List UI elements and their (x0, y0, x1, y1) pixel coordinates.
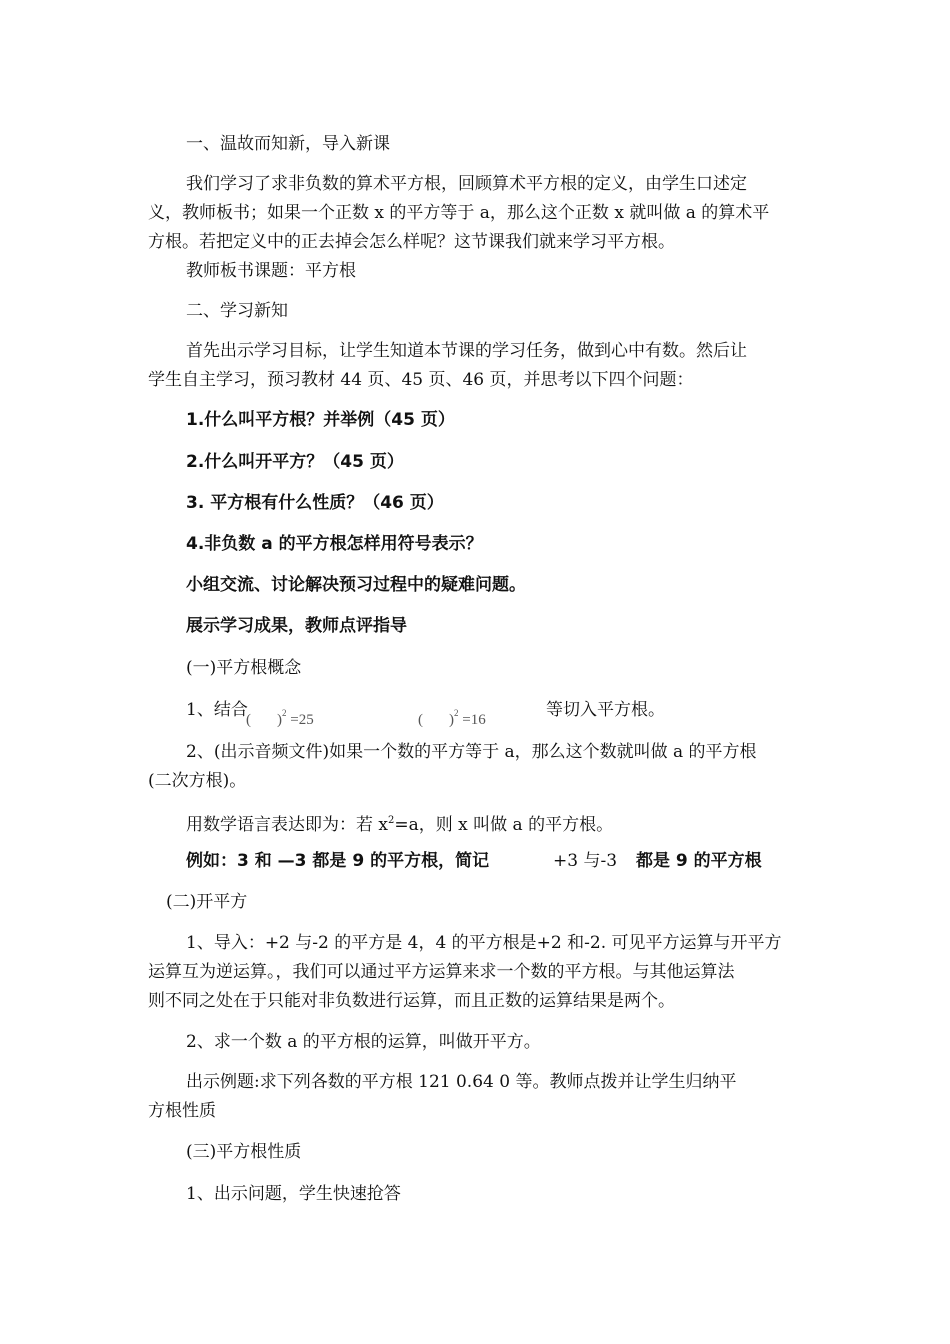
formula-square-16 (418, 703, 486, 730)
formula-result: =25 (290, 712, 314, 728)
question-item: 2.什么叫开平方？（45 页） (186, 452, 404, 472)
formula-paren-close: ) (277, 712, 282, 728)
show-results-line: 展示学习成果，教师点评指导 (186, 616, 407, 636)
group-discussion-line: 小组交流、讨论解决预习过程中的疑难问题。 (186, 575, 526, 595)
paragraph-line: 方根性质 (148, 1101, 216, 1121)
section-title-2: 二、学习新知 (186, 301, 288, 321)
paragraph-line: 2、(出示音频文件)如果一个数的平方等于 a，那么这个数就叫做 a 的平方根 (186, 742, 757, 762)
paragraph-line: 1、导入：+2 与-2 的平方是 4，4 的平方根是+2 和-2. 可见平方运算与开平方 (186, 933, 782, 953)
formula-square-25 (246, 703, 314, 730)
formula-paren-close: ) (449, 712, 454, 728)
question-item: 3. 平方根有什么性质？（46 页） (186, 493, 444, 513)
formula-paren-open: ( (418, 712, 423, 728)
paragraph-line: 则不同之处在于只能对非负数进行运算，而且正数的运算结果是两个。 (148, 991, 675, 1011)
math-expression-pre: 用数学语言表达即为：若 x (186, 815, 388, 835)
formula-result: =16 (462, 712, 486, 728)
paragraph-line: 学生自主学习，预习教材 44 页、45 页、46 页，并思考以下四个问题： (148, 370, 694, 390)
paragraph-line: 运算互为逆运算。，我们可以通过平方运算来求一个数的平方根。与其他运算法 (148, 962, 735, 982)
paragraph-line: 我们学习了求非负数的算术平方根，回顾算术平方根的定义，由学生口述定 (186, 174, 747, 194)
paragraph-line: 出示例题:求下列各数的平方根 121 0.64 0 等。教师点拨并让学生归纳平 (186, 1072, 737, 1092)
example-text-a: 例如：3 和 —3 都是 9 的平方根，简记 (186, 851, 490, 871)
section-title-1: 一、温故而知新，导入新课 (186, 134, 390, 154)
subsection-title-3: (三)平方根性质 (186, 1142, 302, 1162)
subsection-title-2: (二)开平方 (166, 892, 248, 912)
example-text-c: 都是 9 的平方根 (636, 851, 762, 871)
math-expression-post: =a，则 x 叫做 a 的平方根。 (394, 815, 614, 835)
item1-suffix: 等切入平方根。 (546, 700, 665, 720)
paragraph-line: 义，教师板书；如果一个正数 x 的平方等于 a，那么这个正数 x 就叫做 a 的算术平 (148, 203, 770, 223)
paragraph-line: 首先出示学习目标，让学生知道本节课的学习任务，做到心中有数。然后让 (186, 341, 747, 361)
subsection-title-1: (一)平方根概念 (186, 658, 302, 678)
paragraph-line: 教师板书课题：平方根 (186, 261, 356, 281)
math-expression-line (186, 809, 613, 837)
formula-paren-open: ( (246, 712, 251, 728)
formula-exponent: 2 (454, 708, 459, 718)
example-text-b: +3 与-3 (553, 851, 618, 871)
paragraph-line: 2、求一个数 a 的平方根的运算，叫做开平方。 (186, 1032, 541, 1052)
question-item: 4.非负数 a 的平方根怎样用符号表示？ (186, 534, 483, 554)
paragraph-line: (二次方根)。 (148, 771, 247, 791)
paragraph-line: 方根。若把定义中的正去掉会怎么样呢？这节课我们就来学习平方根。 (148, 232, 675, 252)
question-item: 1.什么叫平方根？并举例（45 页） (186, 410, 455, 430)
item1-prefix: 1、结合 (186, 700, 248, 720)
math-exponent: 2 (388, 815, 395, 826)
paragraph-line: 1、出示问题，学生快速抢答 (186, 1184, 401, 1204)
formula-exponent: 2 (282, 708, 287, 718)
